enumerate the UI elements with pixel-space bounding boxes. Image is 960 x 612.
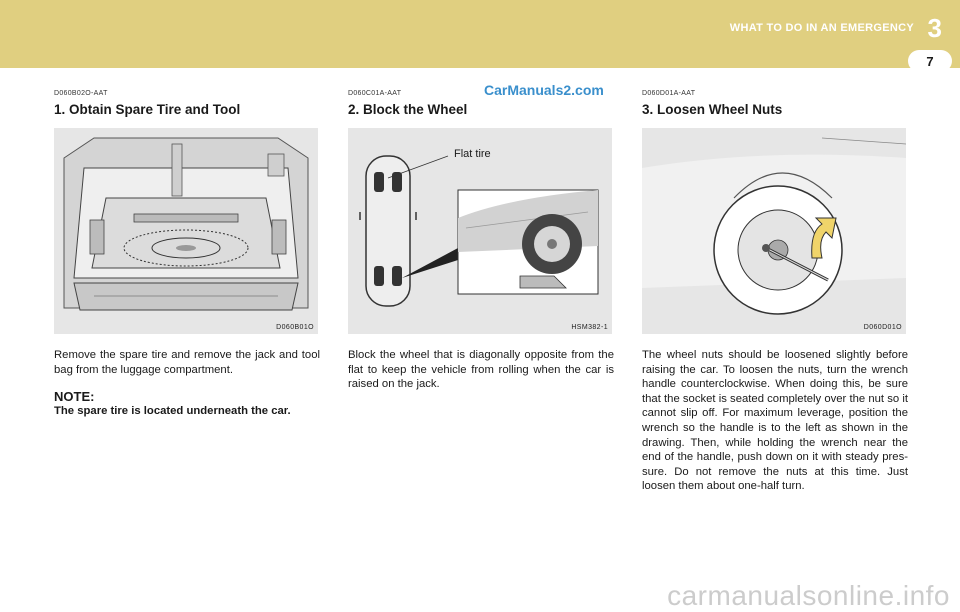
section-title: 1. Obtain Spare Tire and Tool [54,102,241,117]
watermark-link[interactable]: CarManuals2.com [484,82,604,98]
figure-code: D060D01O [863,324,902,331]
section-title: 3. Loosen Wheel Nuts [642,102,783,117]
chapter-number: 3 [927,13,942,43]
figure-code: HSM382-1 [571,324,608,331]
section-spare-tire [54,90,320,417]
note-text: The spare tire is located underneath the car. [54,405,291,418]
luggage-compartment-illustration [54,128,318,334]
section-title: 2. Block the Wheel [348,102,468,117]
page-number: 7 [926,54,934,69]
section-body: The wheel nuts should be loosened slightly before raising the car. To loosen the nuts, turn the wrench handle counterclockwise. When doing this, be sure that the socket is seated completely over the nut so it cannot slip off. For maximum leverage, position the wrench so the handle is to the left as shown in the drawing. Then, while holding the wrench near the end of the handle, push down on it with steady pres-sure. Do not remove the nuts at this time. Just loosen them about one-half turn. [642,349,908,493]
section-block-wheel [348,90,614,392]
block-wheel-figure [348,128,612,334]
figure-code: D060B01O [276,324,314,331]
header-band [0,0,960,68]
flat-tire-label: Flat tire [454,148,491,160]
note-heading: NOTE: [54,389,95,405]
section-loosen-nuts [642,90,908,494]
section-body: Block the wheel that is diagonally opposite from the flat to keep the vehicle from rolling when the car is raised on the jack. [348,349,614,391]
section-body: Remove the spare tire and remove the jack and tool bag from the luggage compartment. [54,349,320,376]
loosen-nuts-illustration [642,128,906,334]
section-code: D060B02O-AAT [54,90,108,97]
luggage-compartment-figure [54,128,318,334]
chapter-title: WHAT TO DO IN AN EMERGENCY [729,22,914,34]
section-code: D060C01A-AAT [348,90,402,97]
loosen-nuts-figure [642,128,906,334]
watermark-bottom: carmanualsonline.info [667,580,950,611]
section-code: D060D01A-AAT [642,90,696,97]
